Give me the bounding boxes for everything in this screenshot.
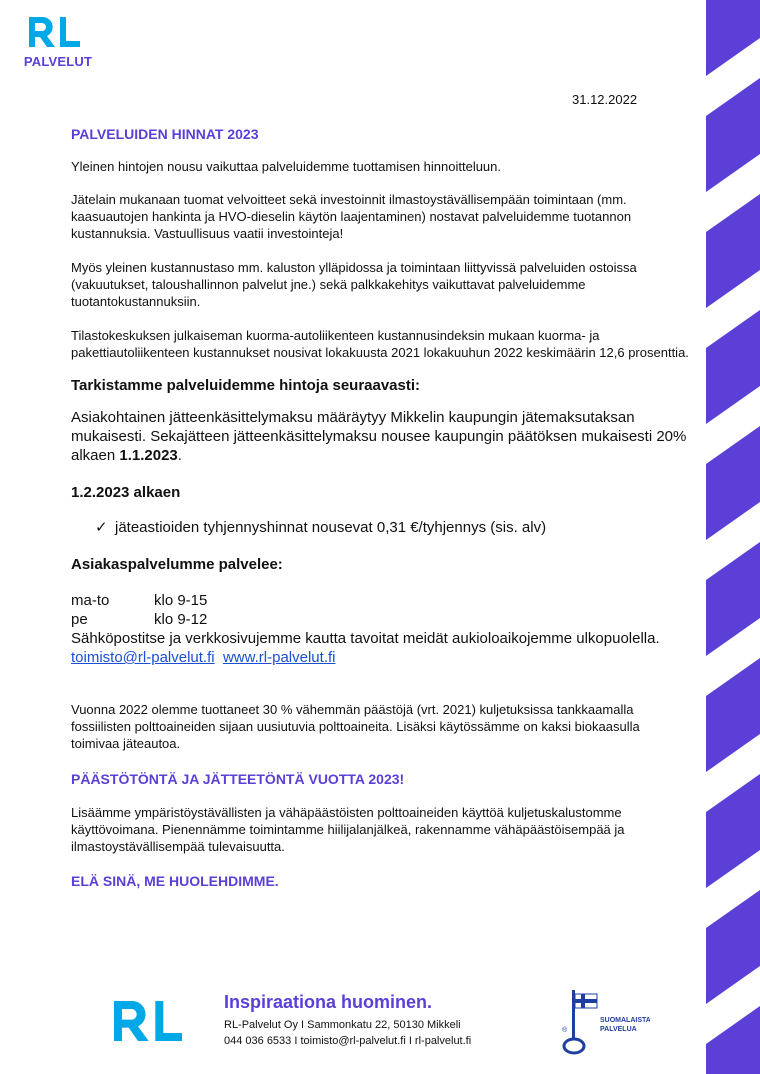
seal-line-1: SUOMALAISTA (600, 1017, 650, 1024)
contact-links (71, 648, 691, 667)
email-link[interactable]: toimisto@rl-palvelut.fi (71, 649, 215, 666)
heading-zero-emissions: PÄÄSTÖTÖNTÄ JA JÄTTEETÖNTÄ VUOTTA 2023! (71, 771, 405, 787)
hours-time: klo 9-12 (154, 611, 208, 628)
paragraph-statistics: Tilastokeskuksen julkaiseman kuorma-autoliikenteen kustannusindeksin mukaan kuorma- ja pakettiautoliikenteen kustannukset nousivat lokakuusta 2021 lokakuuhun 2022 keskimäärin 12,6 prosenttia. (71, 328, 689, 360)
list-item (95, 518, 691, 537)
footer-rl-logo (110, 992, 190, 1050)
checkmark-icon: ✓ (95, 519, 108, 536)
hours-row (71, 610, 691, 629)
paragraph-emissions: Vuonna 2022 olemme tuottaneet 30 % vähemmän päästöjä (vrt. 2021) kuljetuksissa tankkaamalla fossiilisten polttoaineiden sijaan uusiutuvia polttoaineita. Lisäksi käytössämme on kaksi biokaasulla toimivaa jäteautoa. (71, 702, 640, 751)
document-date: 31.12.2022 (572, 92, 638, 107)
heading-effective-date: 1.2.2023 alkaen (71, 484, 181, 501)
website-link[interactable]: www.rl-palvelut.fi (222, 649, 336, 666)
hours-days: pe (71, 611, 88, 628)
bullet-text: jäteastioiden tyhjennyshinnat nousevat 0,31 €/tyhjennys (sis. alv) (115, 519, 547, 536)
seal-line-2: PALVELUA (600, 1026, 637, 1033)
hours-time: klo 9-15 (154, 592, 208, 609)
rl-logo-mark (26, 14, 86, 50)
waste-fee-text: Asiakohtainen jätteenkäsittelymaksu määräytyy Mikkelin kaupungin jätemaksutaksan mukaisesti. Sekajätteen jätteenkäsittelymaksu nousee kaupungin päätöksen mukaisesti 20% alkaen (71, 409, 687, 464)
heading-customer-service: Asiakaspalvelumme palvelee: (71, 556, 283, 573)
waste-fee-end: . (177, 447, 182, 464)
logo-subtitle: PALVELUT (23, 54, 93, 69)
footer-contacts: 044 036 6533 I toimisto@rl-palvelut.fi I rl-palvelut.fi (224, 1035, 472, 1047)
key-flag-icon (560, 986, 650, 1058)
hours-row (71, 591, 691, 610)
seal-registered-mark: ® (562, 1027, 568, 1034)
contact-text: Sähköpostitse ja verkkosivujemme kautta tavoitat meidät aukioloaikojemme ulkopuolella. (71, 630, 660, 647)
decorative-stripes (706, 0, 760, 1074)
paragraph-fuels: Lisäämme ympäristöystävällisten ja vähäpäästöisten polttoaineiden käyttöä kuljetuskalustomme käyttövoimana. Pienennämme toimintamme hiilijalanjälkeä, rakennamme vähäpäästöisempää ja ilmastoystävällisempää tulevaisuutta. (71, 805, 625, 854)
footer-address-block (224, 1017, 471, 1049)
heading-price-review: Tarkistamme palveluidemme hintoja seuraavasti: (71, 377, 421, 394)
opening-hours (71, 591, 691, 667)
page-title: PALVELUIDEN HINNAT 2023 (71, 126, 259, 142)
paragraph-cost-level: Myös yleinen kustannustaso mm. kaluston ylläpidossa ja toimintaan liittyvissä palveluiden ostoissa (vakuutukset, taloushallinnon palvelut jne.) sekä palkkakehitys vaikuttavat palveluidemme tuotantokustannuksiin. (71, 260, 637, 309)
closing-slogan: ELÄ SINÄ, ME HUOLEHDIMME. (71, 873, 279, 889)
document-body (71, 126, 691, 889)
paragraph-waste-fee (71, 408, 691, 465)
paragraph-intro: Yleinen hintojen nousu vaikuttaa palveluidemme tuottamisen hinnoitteluun. (71, 159, 502, 174)
waste-fee-date: 1.1.2023 (119, 447, 178, 464)
footer-tagline: Inspiraationa huominen. (224, 992, 433, 1012)
hours-days: ma-to (71, 592, 110, 609)
paragraph-waste-law: Jätelain mukanaan tuomat velvoitteet sekä investoinnit ilmastoystävällisempään toimintaan (mm. kaasuautojen hankinta ja HVO-dieselin käytön laajentaminen) nostavat palveluidemme tuotannon kustannuksia. Vastuullisuus vaatii investointeja! (71, 192, 632, 241)
footer-address: RL-Palvelut Oy I Sammonkatu 22, 50130 Mikkeli (224, 1019, 461, 1031)
suomalaista-palvelua-seal (560, 986, 650, 1058)
